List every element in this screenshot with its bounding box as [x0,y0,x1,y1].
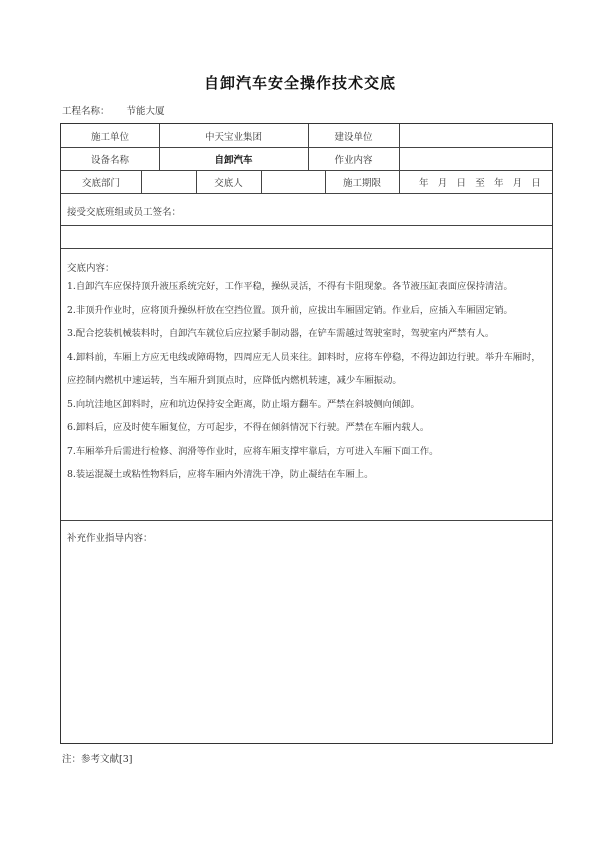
disclosure-person-value [261,170,325,193]
content-item: 1.自卸汽车应保持顶升液压系统完好，工作平稳，操纵灵活，不得有卡阻现象。各节液压缸表面应保持清洁。 [67,281,513,292]
date-month-start: 月 [437,177,448,189]
construction-period-label: 施工期限 [342,177,381,189]
owner-unit-value [399,124,554,147]
content-item: 7.车厢举升后需进行检修、润滑等作业时，应将车厢支撑牢靠后，方可进入车厢下面工作。 [67,445,439,457]
row-divider [61,193,552,194]
date-to: 至 [475,177,485,189]
content-item: 5.向坑洼地区卸料时，应和坑边保持安全距离，防止塌方翻车。严禁在斜坡侧向倾卸。 [67,398,420,410]
row-divider [61,520,552,521]
content-label: 交底内容： [67,263,115,274]
document-title: 自卸汽车安全操作技术交底 [203,74,396,92]
content-items [67,275,545,487]
content-item: 8.装运混凝土或粘性物料后，应将车厢内外清洗干净，防止凝结在车厢上。 [67,469,374,480]
project-name [62,103,165,117]
content-item: 3.配合挖装机械装料时，自卸汽车就位后应拉紧手制动器，在铲车需越过驾驶室时，驾驶室内严禁有人。 [67,328,495,339]
content-item: 6.卸料后，应及时使车厢复位，方可起步，不得在倾斜情况下行驶。严禁在车厢内载人。 [67,422,430,433]
date-day-start: 日 [456,177,466,189]
date-year-start: 年 [419,177,429,189]
project-name-label: 工程名称： [62,106,110,117]
construction-unit-value: 中天宝业集团 [204,131,262,143]
date-day-end: 日 [531,177,541,189]
disclosure-form [60,123,553,744]
content-item: 4.卸料前，车厢上方应无电线或障碍物，四周应无人员来往。卸料时，应将车停稳，不得边卸边行驶。举升车厢时，应控制内燃机中速运转，当车厢升到顶点时，应降低内燃机转速，减少车厢振动。 [67,351,541,386]
row-divider [61,225,552,226]
work-content-value [399,147,554,170]
row-divider [61,248,552,249]
col-divider [399,170,400,193]
construction-period-dates [419,170,541,193]
equipment-name-value: 自卸汽车 [214,154,253,166]
equipment-name-label: 设备名称 [90,154,129,166]
disclosure-dept-value [141,170,196,193]
work-content-label: 作业内容 [334,154,373,166]
supplement-label: 补充作业指导内容： [67,533,153,544]
content-item: 2.非顶升作业时，应将顶升操纵杆放在空挡位置。顶升前，应拔出车厢固定销。作业后，应插入车厢固定销。 [67,304,513,316]
date-month-end: 月 [512,177,523,189]
construction-unit-label: 施工单位 [90,131,129,143]
disclosure-person-label: 交底人 [214,177,243,189]
project-name-value: 节能大厦 [126,106,165,117]
owner-unit-label: 建设单位 [334,131,373,143]
disclosure-dept-label: 交底部门 [81,177,120,189]
date-year-end: 年 [493,177,504,189]
signature-label: 接受交底班组或员工签名： [67,207,182,218]
footnote: 注：参考文献[3] [62,754,133,765]
